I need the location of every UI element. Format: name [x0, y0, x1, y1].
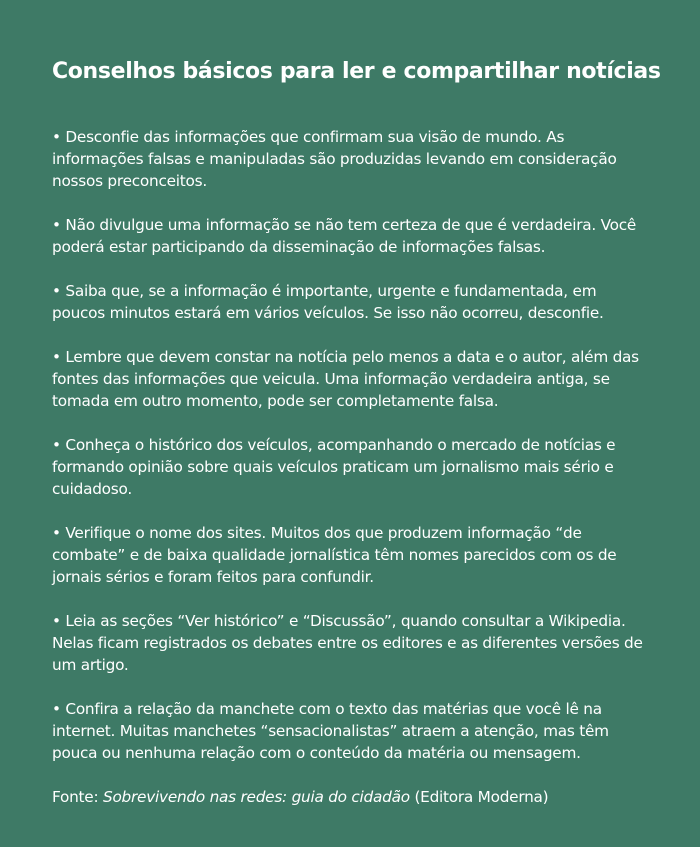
- page-title: Conselhos básicos para ler e compartilhar notícias: [52, 59, 661, 84]
- tip-item: • Saiba que, se a informação é importante, urgente e fundamentada, em poucos minutos estará em vários veículos. Se isso não ocorreu, desconfie.: [52, 282, 604, 322]
- source-prefix: Fonte:: [52, 788, 103, 806]
- tip-item: • Confira a relação da manchete com o texto das matérias que você lê na internet. Muitas manchetes “sensacionalistas” atraem a atenção, mas têm pouca ou nenhuma relação com o conteúdo da matéria ou mensagem.: [52, 700, 609, 762]
- tip-item: • Não divulgue uma informação se não tem certeza de que é verdadeira. Você poderá estar participando da disseminação de informações falsas.: [52, 216, 637, 256]
- tip-item: • Lembre que devem constar na notícia pelo menos a data e o autor, além das fontes das informações que veicula. Uma informação verdadeira antiga, se tomada em outro momento, pode ser completamente falsa.: [52, 348, 639, 410]
- tip-item: • Conheça o histórico dos veículos, acompanhando o mercado de notícias e formando opinião sobre quais veículos praticam um jornalismo mais sério e cuidadoso.: [52, 436, 616, 498]
- tips-list: [52, 126, 650, 764]
- tip-item: • Verifique o nome dos sites. Muitos dos que produzem informação “de combate” e de baixa qualidade jornalística têm nomes parecidos com os de jornais sérios e foram feitos para confundir.: [52, 524, 617, 586]
- tip-item: • Leia as seções “Ver histórico” e “Discussão”, quando consultar a Wikipedia. Nelas ficam registrados os debates entre os editores e as diferentes versões de um artigo.: [52, 612, 643, 674]
- source-citation: [52, 786, 650, 808]
- source-book-title: Sobrevivendo nas redes: guia do cidadão: [102, 788, 410, 806]
- source-publisher: (Editora Moderna): [409, 788, 549, 806]
- tip-item: • Desconfie das informações que confirmam sua visão de mundo. As informações falsas e manipuladas são produzidas levando em consideração nossos preconceitos.: [52, 128, 617, 190]
